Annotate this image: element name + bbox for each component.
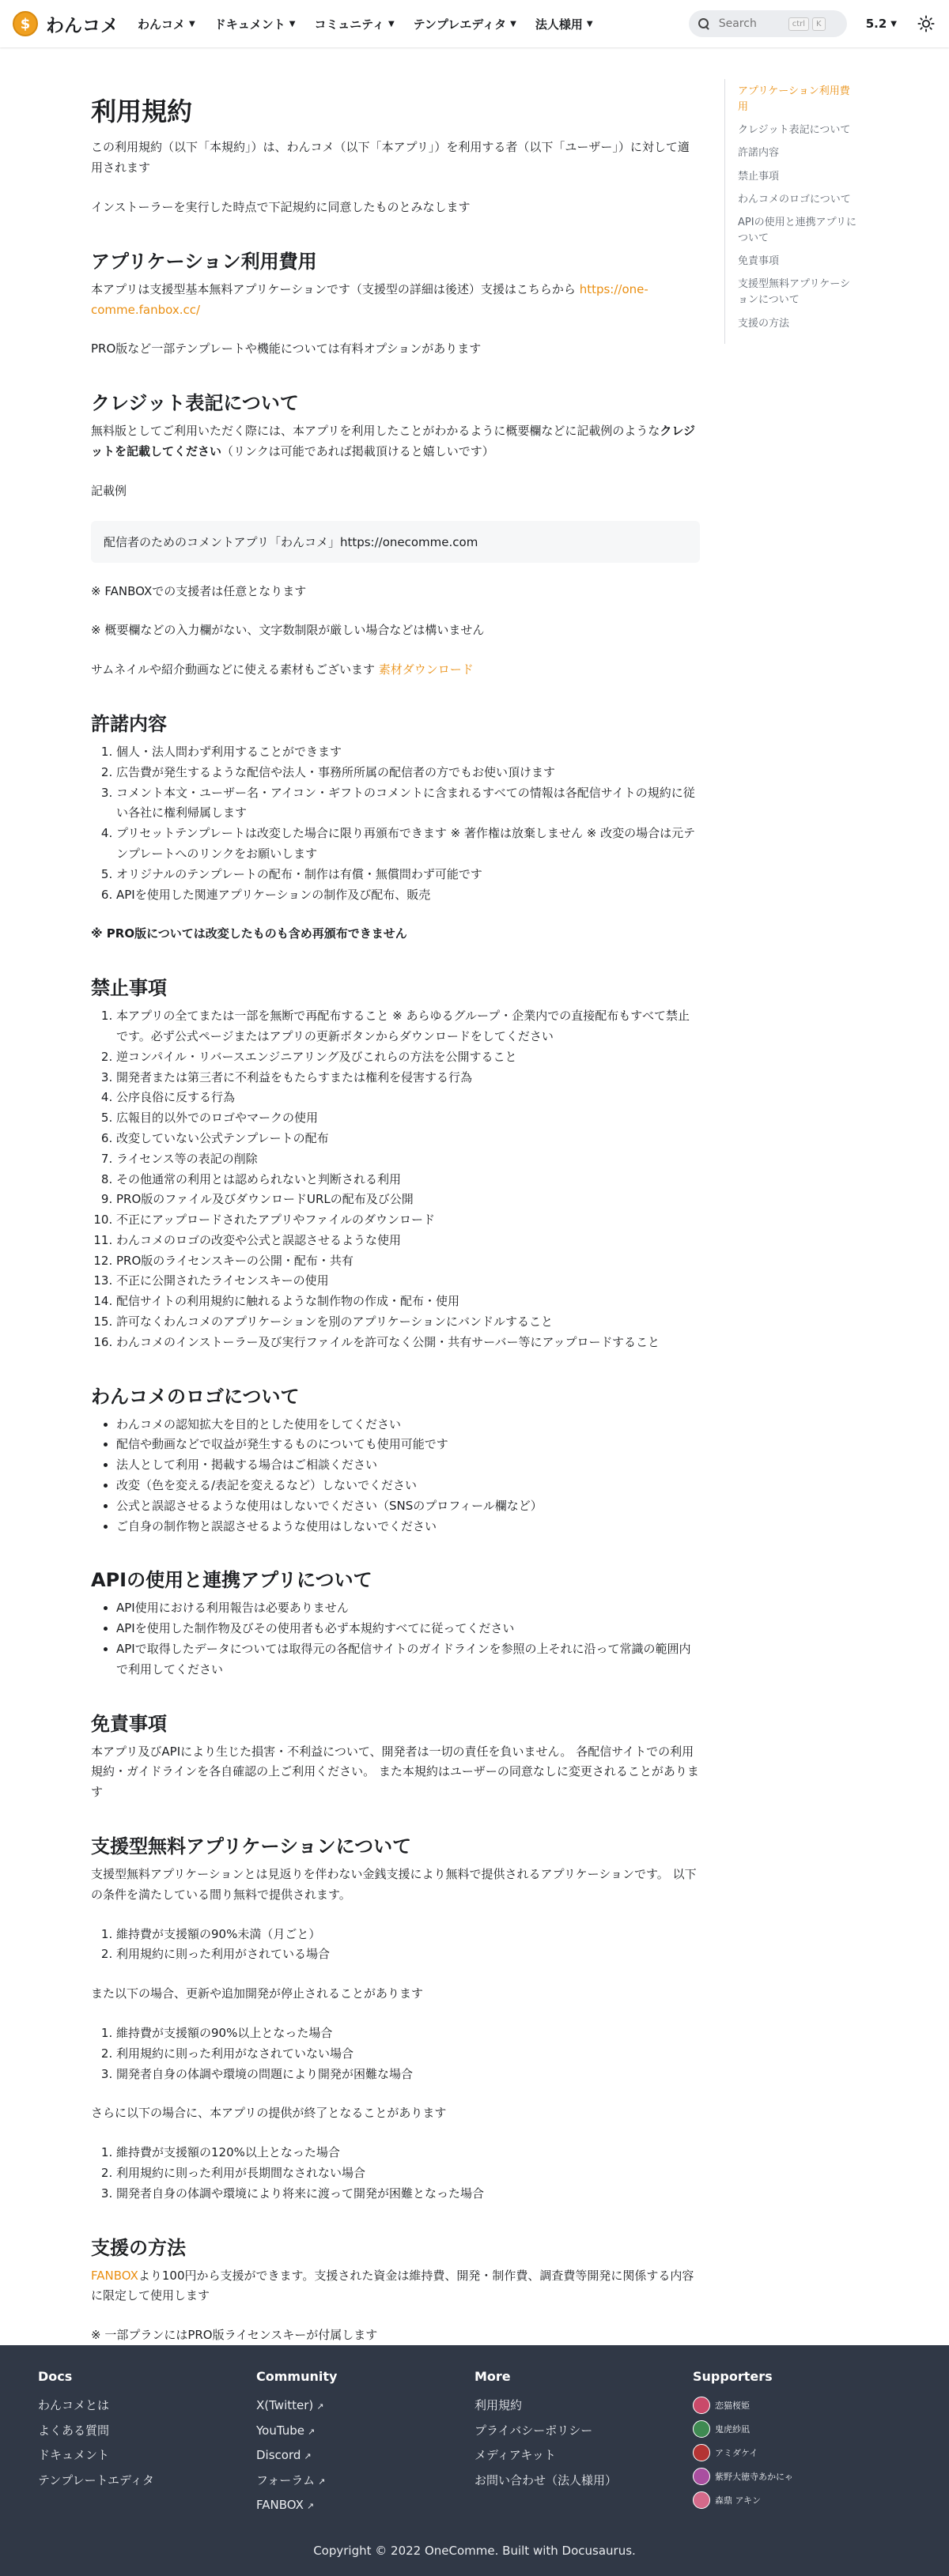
avatar: [693, 2444, 710, 2461]
footer-link[interactable]: メディアキット: [475, 2448, 556, 2462]
kbd-ctrl: ctrl: [788, 17, 809, 31]
avatar: [693, 2420, 710, 2438]
list-item: 9. PRO版のファイル及びダウンロードURLの配布及び公開: [116, 1190, 700, 1210]
kbd-k: K: [812, 17, 826, 31]
nav-item-docs[interactable]: [214, 16, 296, 32]
prohibited-list: [91, 1006, 700, 1353]
sun-icon[interactable]: [916, 13, 936, 34]
list-item: 3. コメント本文・ユーザー名・アイコン・ギフトのコメントに含まれるすべての情報は各配信サイトの規約に従い各社に権利帰属します: [116, 783, 700, 824]
external-link-icon: ↗: [318, 2476, 326, 2487]
brand-title: わんコメ: [46, 15, 119, 36]
nav-item-corporate[interactable]: [535, 16, 593, 32]
list-item: 2. 利用規約に則った利用がなされていない場合: [116, 2044, 700, 2065]
search-bar[interactable]: [689, 10, 847, 37]
toc-link[interactable]: 免責事項: [738, 255, 780, 268]
fanbox-link[interactable]: https://one-comme.fanbox.cc/: [91, 281, 648, 317]
search-icon: [698, 18, 709, 29]
list-item: 7. ライセンス等の表記の削除: [116, 1149, 700, 1170]
version-label: 5.2: [865, 17, 887, 31]
external-link-icon: ↗: [316, 2401, 324, 2412]
list-item: 4. 公序良俗に反する行為: [116, 1088, 700, 1108]
footer-link[interactable]: よくある質問: [38, 2423, 110, 2438]
toc-link[interactable]: クレジット表記について: [738, 124, 851, 137]
link-label: YouTube: [256, 2423, 304, 2438]
footer-link[interactable]: [256, 2397, 475, 2415]
external-link-icon: ↗: [304, 2451, 312, 2461]
list-item: 5. 広報目的以外でのロゴやマークの使用: [116, 1108, 700, 1129]
list-item: 1. 維持費が支援額の90%未満（月ごと）: [116, 1925, 700, 1945]
link-label: FANBOX: [256, 2498, 304, 2512]
section-heading: わんコメのロゴについて: [91, 1385, 300, 1408]
footer-columns: [38, 2369, 911, 2521]
condition-list: [91, 2143, 700, 2204]
search-input[interactable]: [717, 17, 785, 31]
list-item: • APIで取得したデータについては取得元の各配信サイトのガイドラインを参照の上それに沿って常識の範囲内で利用してください: [116, 1639, 700, 1680]
list-item: 1. 個人・法人問わず利用することができます: [116, 742, 700, 763]
footer-link[interactable]: ドキュメント: [38, 2448, 110, 2462]
api-list: [91, 1598, 700, 1680]
supporter-item[interactable]: [693, 2468, 911, 2485]
footer-link[interactable]: わんコメとは: [38, 2398, 110, 2412]
note: ※ 一部プランにはPRO版ライセンスキーが付属します: [91, 2328, 378, 2343]
nav-label: テンプレエディタ: [413, 17, 507, 32]
footer-col-more: [475, 2369, 693, 2521]
logo-icon: $: [13, 11, 38, 36]
link-label: X(Twitter): [256, 2398, 314, 2412]
list-item: • ご自身の制作物と誤認させるような使用はしないでください: [116, 1517, 700, 1537]
footer-link[interactable]: [256, 2422, 475, 2440]
supporter-name: 森鼎 アキン: [715, 2495, 761, 2506]
footer-col-community: [256, 2369, 475, 2521]
list-item: 4. プリセットテンプレートは改変した場合に限り再頒布できます ※ 著作権は放棄しません ※ 改変の場合は元テンプレートへのリンクをお願いします: [116, 824, 700, 865]
supporter-name: 鬼虎紗凪: [715, 2424, 750, 2435]
toc-link[interactable]: APIの使用と連携アプリについて: [738, 216, 857, 244]
avatar: [693, 2397, 710, 2414]
version-dropdown[interactable]: [866, 17, 897, 31]
brand-link[interactable]: [13, 11, 119, 37]
supporter-name: アミダケイ: [715, 2448, 758, 2458]
list-item: 11. わんコメのロゴの改変や公式と誤認させるような使用: [116, 1231, 700, 1251]
list-item: • API使用における利用報告は必要ありません: [116, 1598, 700, 1619]
main-content: [91, 73, 700, 2404]
intro-paragraph: インストーラーを実行した時点で下記規約に同意したものとみなします: [91, 199, 471, 214]
footer-link[interactable]: [256, 2496, 475, 2514]
list-item: 2. 利用規約に則った利用が長期間なされない場合: [116, 2163, 700, 2184]
list-item: 10. 不正にアップロードされたアプリやファイルのダウンロード: [116, 1210, 700, 1231]
list-item: • 公式と誤認させるような使用はしないでください（SNSのプロフィール欄など）: [116, 1496, 700, 1517]
strong-text: ※ PRO版については改変したものも含め再頒布できません: [91, 926, 407, 941]
paragraph: 記載例: [91, 483, 127, 498]
text: より100円から支援ができます。支援された資金は維持費、開発・制作費、調査費等開発に関係する内容に限定して使用します: [91, 2268, 694, 2303]
list-item: 6. APIを使用した関連アプリケーションの制作及び配布、販売: [116, 885, 700, 906]
nav-label: コミュニティ: [314, 17, 384, 32]
footer-heading: Supporters: [693, 2369, 773, 2384]
footer-link[interactable]: プライバシーポリシー: [475, 2423, 593, 2438]
page-title: 利用規約: [91, 96, 193, 126]
paragraph: 本アプリ及びAPIにより生じた損害・不利益について、開発者は一切の責任を負いません。 各配信サイトでの利用規約・ガイドラインを各自確認の上ご利用ください。 また本規約はユーザーの同意なしに変更されることがあります: [91, 1744, 699, 1800]
nav-label: ドキュメント: [214, 17, 285, 32]
footer-link[interactable]: テンプレートエディタ: [38, 2472, 154, 2487]
supporter-item[interactable]: [693, 2420, 911, 2438]
paragraph: さらに以下の場合に、本アプリの提供が終了となることがあります: [91, 2106, 447, 2121]
list-item: 3. 開発者自身の体調や環境により将来に渡って開発が困難となった場合: [116, 2184, 700, 2204]
list-item: 15. 許可なくわんコメのアプリケーションを別のアプリケーションにバンドルすること: [116, 1312, 700, 1333]
footer-link[interactable]: [256, 2446, 475, 2465]
section-heading: 支援型無料アプリケーションについて: [91, 1835, 412, 1858]
nav-item-community[interactable]: [314, 16, 394, 32]
footer-link[interactable]: 利用規約: [475, 2398, 523, 2412]
navbar: [0, 0, 949, 47]
toc-link[interactable]: アプリケーション利用費用: [738, 85, 850, 114]
paragraph: また以下の場合、更新や追加開発が停止されることがあります: [91, 1986, 424, 2001]
list-item: 1. 本アプリの全てまたは一部を無断で再配布すること ※ あらゆるグループ・企業内での直接配布もすべて禁止です。必ず公式ページまたはアプリの更新ボタンからダウンロードをしてください: [116, 1006, 700, 1047]
list-item: 1. 維持費が支援額の90%以上となった場合: [116, 2023, 700, 2044]
permission-list: [91, 742, 700, 905]
list-item: 13. 不正に公開されたライセンスキーの使用: [116, 1271, 700, 1292]
list-item: 3. 開発者または第三者に不利益をもたらすまたは権利を侵害する行為: [116, 1068, 700, 1088]
supporter-item[interactable]: [693, 2444, 911, 2461]
nav-item-template-editor[interactable]: [414, 16, 516, 32]
table-of-contents: [724, 79, 859, 344]
credit-example-box: 配信者のためのコメントアプリ「わんコメ」https://onecomme.com: [91, 521, 700, 563]
link-label: Discord: [256, 2448, 301, 2462]
chevron-down-icon: ▼: [890, 19, 897, 28]
supporter-name: 恋猫桜姫: [715, 2401, 750, 2411]
footer-link[interactable]: お問い合わせ（法人様用）: [475, 2472, 618, 2487]
paragraph: [91, 660, 700, 681]
toc-link[interactable]: わんコメのロゴについて: [738, 193, 851, 206]
list-item: • 改変（色を変える/表記を変えるなど）しないでください: [116, 1476, 700, 1496]
list-item: • 配信や動画などで収益が発生するものについても使用可能です: [116, 1435, 700, 1455]
paragraph: 支援型無料アプリケーションとは見返りを伴わない金銭支援により無料で提供されるアプリケーションです。 以下の条件を満たしている間り無料で提供されます。: [91, 1867, 697, 1902]
footer-heading: Docs: [38, 2369, 73, 2384]
condition-list: [91, 1925, 700, 1966]
note: ※ 概要欄などの入力欄がない、文字数制限が厳しい場合などは構いません: [91, 623, 485, 638]
text: サムネイルや紹介動画などに使える素材もございます: [91, 662, 375, 677]
paragraph: [91, 280, 700, 321]
list-item: 8. その他通常の利用とは認められないと判断される利用: [116, 1170, 700, 1190]
link-label: フォーラム: [256, 2472, 316, 2487]
toc-link[interactable]: 許諾内容: [738, 147, 780, 160]
external-link-icon: ↗: [308, 2426, 316, 2437]
list-item: 6. 改変していない公式テンプレートの配布: [116, 1129, 700, 1149]
text: 無料版としてご利用いただく際には、本アプリを利用したことがわかるように概要欄などに記載例のような: [91, 424, 660, 439]
section-heading: 許諾内容: [91, 712, 167, 735]
toc-link[interactable]: 禁止事項: [738, 170, 780, 183]
chevron-down-icon: ▼: [388, 19, 395, 28]
avatar: [693, 2468, 710, 2485]
list-item: • 法人として利用・掲載する場合はご相談ください: [116, 1455, 700, 1476]
section-heading: APIの使用と連携アプリについて: [91, 1569, 372, 1592]
supporter-item[interactable]: [693, 2397, 911, 2414]
list-item: 3. 開発者自身の体調や環境の問題により開発が困難な場合: [116, 2065, 700, 2085]
section-heading: 禁止事項: [91, 977, 167, 1000]
list-item: • APIを使用した制作物及びその使用者も必ず本規約すべてに従ってください: [116, 1619, 700, 1639]
section-heading: 免責事項: [91, 1712, 167, 1735]
nav-label: わんコメ: [138, 17, 186, 32]
nav-item-onecomme[interactable]: [138, 16, 195, 32]
chevron-down-icon: ▼: [289, 19, 296, 28]
footer-col-docs: [38, 2369, 256, 2521]
avatar: [693, 2491, 710, 2509]
footer-link[interactable]: [256, 2472, 475, 2490]
paragraph: [91, 421, 700, 462]
material-download-link[interactable]: 素材ダウンロード: [378, 662, 474, 677]
list-item: 12. PRO版のライセンスキーの公開・配布・共有: [116, 1251, 700, 1272]
list-item: 2. 逆コンパイル・リバースエンジニアリング及びこれらの方法を公開すること: [116, 1047, 700, 1068]
list-item: • わんコメの認知拡大を目的とした使用をしてください: [116, 1415, 700, 1435]
section-heading: 支援の方法: [91, 2236, 186, 2259]
footer-heading: Community: [256, 2369, 338, 2384]
note: [91, 924, 700, 945]
footer-col-supporters: [693, 2369, 911, 2521]
toc-link[interactable]: 支援型無料アプリケーションについて: [738, 278, 850, 307]
section-heading: アプリケーション利用費用: [91, 250, 317, 273]
supporter-item[interactable]: [693, 2491, 911, 2509]
copyright: Copyright © 2022 OneComme. Built with Docusaurus.: [313, 2543, 636, 2558]
footer: [0, 2345, 949, 2576]
supporter-name: 紫野大徳寺あかにゃ: [715, 2472, 793, 2482]
list-item: 2. 広告費が発生するような配信や法人・事務所所属の配信者の方でもお使い頂けます: [116, 763, 700, 783]
list-item: 1. 維持費が支援額の120%以上となった場合: [116, 2143, 700, 2163]
chevron-down-icon: ▼: [510, 19, 516, 28]
footer-heading: More: [475, 2369, 511, 2384]
logo-usage-list: [91, 1415, 700, 1537]
chevron-down-icon: ▼: [586, 19, 593, 28]
paragraph: PRO版など一部テンプレートや機能については有料オプションがあります: [91, 341, 482, 356]
toc-link[interactable]: 支援の方法: [738, 317, 790, 330]
external-link-icon: ↗: [306, 2501, 315, 2511]
text: 本アプリは支援型基本無料アプリケーションです（支援型の詳細は後述）支援はこちらから: [91, 281, 576, 296]
note: ※ FANBOXでの支援者は任意となります: [91, 583, 307, 598]
list-item: 14. 配信サイトの利用規約に触れるような制作物の作成・配布・使用: [116, 1292, 700, 1312]
text: （リンクは可能であれば掲載頂けると嬉しいです）: [221, 443, 494, 458]
list-item: 16. わんコメのインストーラー及び実行ファイルを許可なく公開・共有サーバー等にアップロードすること: [116, 1333, 700, 1353]
nav-label: 法人様用: [535, 17, 583, 32]
section-heading: クレジット表記について: [91, 392, 299, 415]
strong-text: クレジットを記載してください: [91, 424, 696, 458]
list-item: 5. オリジナルのテンプレートの配布・制作は有償・無償問わず可能です: [116, 865, 700, 885]
chevron-down-icon: ▼: [189, 19, 195, 28]
fanbox-link[interactable]: FANBOX: [91, 2268, 138, 2283]
paragraph: [91, 2266, 700, 2307]
intro-paragraph: この利用規約（以下「本規約」）は、わんコメ（以下「本アプリ」）を利用する者（以下「ユーザー」）に対して適用されます: [91, 140, 690, 175]
condition-list: [91, 2023, 700, 2084]
list-item: 2. 利用規約に則った利用がされている場合: [116, 1944, 700, 1965]
nav-right: [689, 10, 936, 37]
